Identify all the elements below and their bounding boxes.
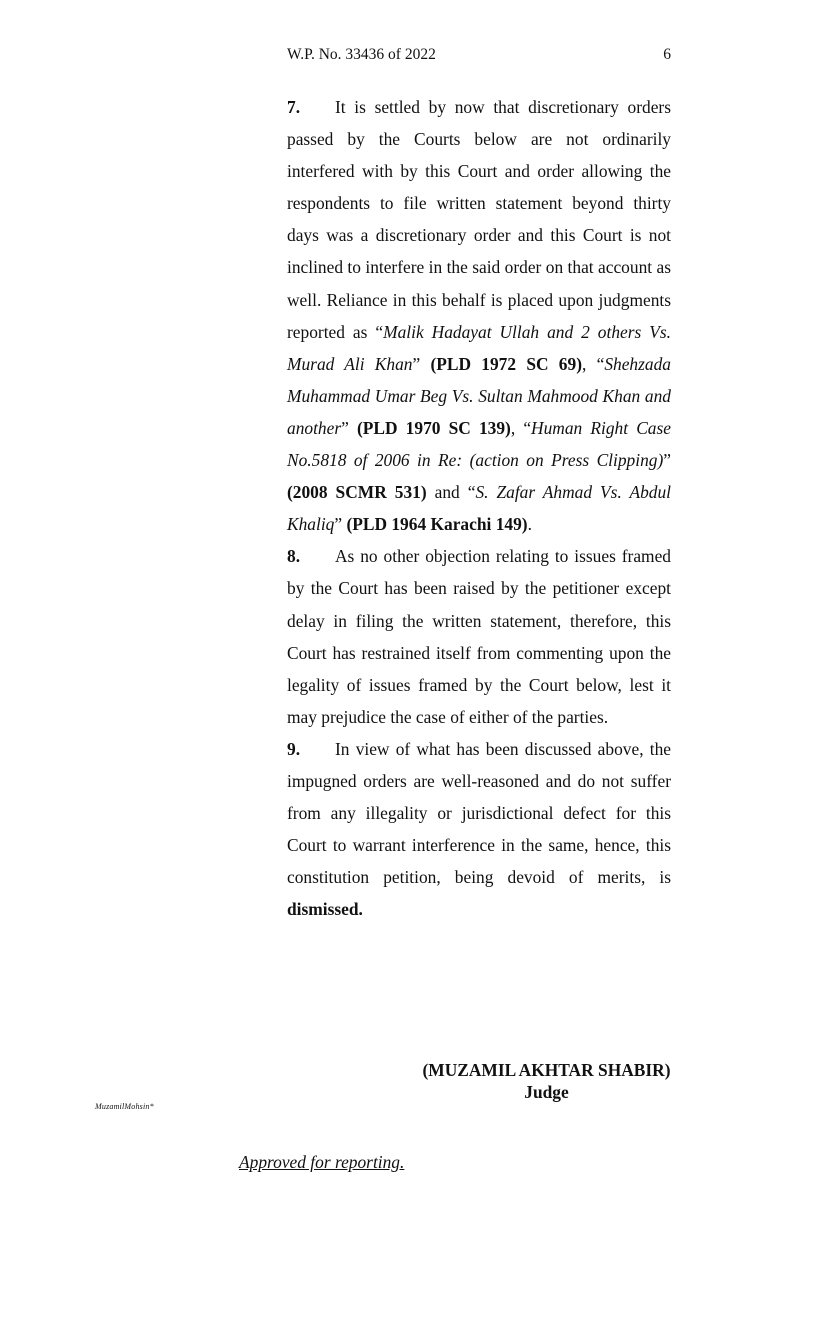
- paragraph-text: and “: [426, 482, 476, 503]
- judge-title: Judge: [524, 1082, 569, 1102]
- case-title: Human Right Case No.5818 of 2006 in Re: (action on Press Clipping): [287, 417, 671, 471]
- citation: (2008 SCMR 531): [287, 482, 427, 503]
- paragraph-number: 7.: [287, 97, 301, 117]
- punctuation: ”: [663, 450, 671, 471]
- punctuation: ”: [341, 417, 357, 438]
- judgment-body: [287, 91, 671, 925]
- page-number: 6: [663, 46, 671, 63]
- paragraph-7: [287, 91, 671, 540]
- approval-note: Approved for reporting.: [239, 1152, 405, 1172]
- paragraph-8: [287, 540, 671, 733]
- case-title: Shehzada Muhammad Umar Beg Vs. Sultan Mahmood Khan and another: [287, 353, 671, 438]
- paragraph-number: 9.: [287, 738, 301, 759]
- typist-initials: MuzamilMohsin*: [95, 1102, 154, 1111]
- citation: (PLD 1972 SC 69): [430, 353, 582, 374]
- case-title: Malik Hadayat Ullah and 2 others Vs. Murad Ali Khan: [287, 321, 671, 374]
- case-title: S. Zafar Ahmad Vs. Abdul Khaliq: [287, 482, 671, 535]
- page-header: [287, 46, 671, 64]
- punctuation: .: [527, 514, 532, 535]
- paragraph-9: [287, 733, 671, 926]
- punctuation: ”: [412, 353, 431, 374]
- paragraph-text: It is settled by now that discretionary orders passed by the Courts below are not ordinarily interfered with by this Court and order allowing the respondents to file written statement beyond thirty days was a discretionary order and this Court is not inclined to interfere in the said order on that account as well. Reliance in this behalf is placed upon judgments reported as “: [287, 97, 671, 342]
- punctuation: , “: [510, 417, 532, 438]
- case-number: W.P. No. 33436 of 2022: [287, 46, 436, 63]
- signature-block: [405, 1059, 688, 1103]
- paragraph-text: In view of what has been discussed above, the impugned orders are well-reasoned and do not suffer from any illegality or jurisdictional defect for this Court to warrant interference in the same, hence, this constitution petition, being devoid of merits, is: [287, 738, 671, 888]
- citation: (PLD 1964 Karachi 149): [346, 514, 528, 535]
- citation: (PLD 1970 SC 139): [356, 417, 511, 438]
- punctuation: ”: [334, 514, 347, 535]
- paragraph-number: 8.: [287, 546, 301, 567]
- verdict: dismissed.: [287, 899, 363, 920]
- punctuation: , “: [581, 353, 605, 374]
- judge-name: (MUZAMIL AKHTAR SHABIR): [422, 1060, 671, 1080]
- paragraph-text: As no other objection relating to issues framed by the Court has been raised by the petitioner except delay in filing the written statement, therefore, this Court has restrained itself from commenting upon the legality of issues framed by the Court below, lest it may prejudice the case of either of the parties.: [287, 546, 671, 727]
